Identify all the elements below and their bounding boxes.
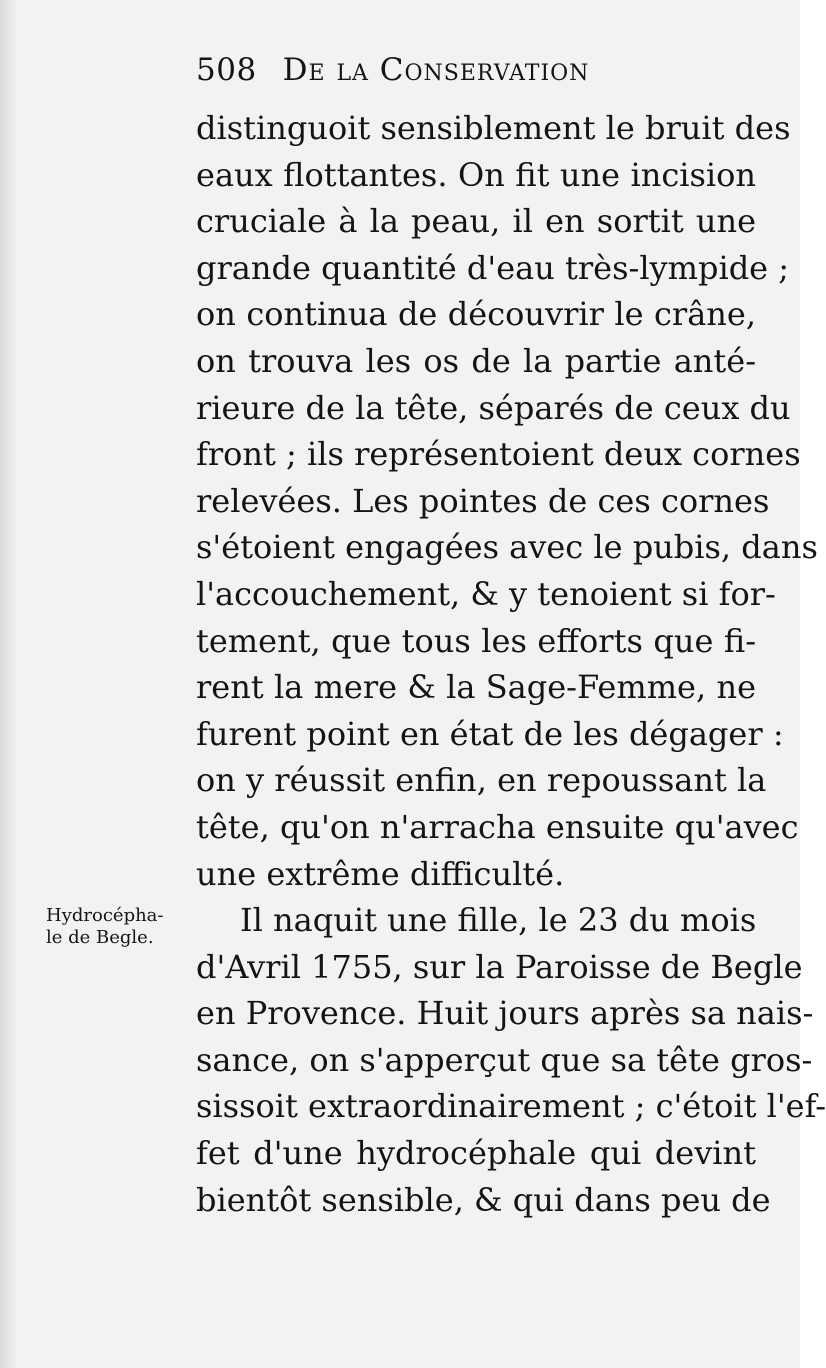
body-text	[196, 105, 826, 1223]
text-line: sissoit extraordinairement ; c'étoit l'ef-	[196, 1087, 826, 1126]
text-line: cruciale à la peau, il en sortit une	[196, 202, 756, 241]
text-line: en Provence. Huit jours après sa nais-	[196, 994, 814, 1033]
text-line: l'accouchement, & y tenoient si for-	[196, 574, 776, 613]
text-line: fet d'une hydrocéphale qui devint	[196, 1134, 756, 1173]
running-title: De la Conservation	[282, 52, 590, 88]
text-line: sance, on s'apperçut que sa tête gros-	[196, 1040, 813, 1079]
text-line: eaux flottantes. On fit une incision	[196, 155, 756, 194]
text-line: on trouva les os de la partie anté-	[196, 341, 756, 380]
text-line: grande quantité d'eau très-lympide ;	[196, 248, 790, 287]
text-line: on y réussit enfin, en repoussant la	[196, 761, 767, 800]
page-header	[196, 52, 776, 102]
text-line: tête, qu'on n'arracha ensuite qu'avec	[196, 807, 799, 846]
text-line: d'Avril 1755, sur la Paroisse de Begle	[196, 947, 803, 986]
text-line: front ; ils représentoient deux cornes	[196, 435, 801, 474]
text-line: s'étoient engagées avec le pubis, dans	[196, 528, 818, 567]
text-line: bientôt sensible, & qui dans peu de	[196, 1180, 771, 1219]
marginal-note-line: Hydrocépha-	[46, 905, 164, 926]
text-line: tement, que tous les efforts que fi-	[196, 621, 756, 660]
text-line: furent point en état de les dégager :	[196, 714, 784, 753]
text-line: Il naquit une fille, le 23 du mois	[240, 901, 757, 940]
marginal-note-line: le de Begle.	[46, 927, 154, 948]
text-line: distinguoit sensiblement le bruit des	[196, 109, 791, 147]
text-line: on continua de découvrir le crâne,	[196, 295, 756, 334]
text-line: relevées. Les pointes de ces cornes	[196, 481, 770, 520]
text-line: rieure de la tête, séparés de ceux du	[196, 388, 791, 427]
text-line: une extrême difficulté.	[196, 854, 565, 893]
marginal-note	[46, 905, 196, 949]
text-line: rent la mere & la Sage-Femme, ne	[196, 668, 756, 707]
page-gutter-shadow	[0, 0, 18, 1368]
page-number: 508	[196, 52, 257, 88]
